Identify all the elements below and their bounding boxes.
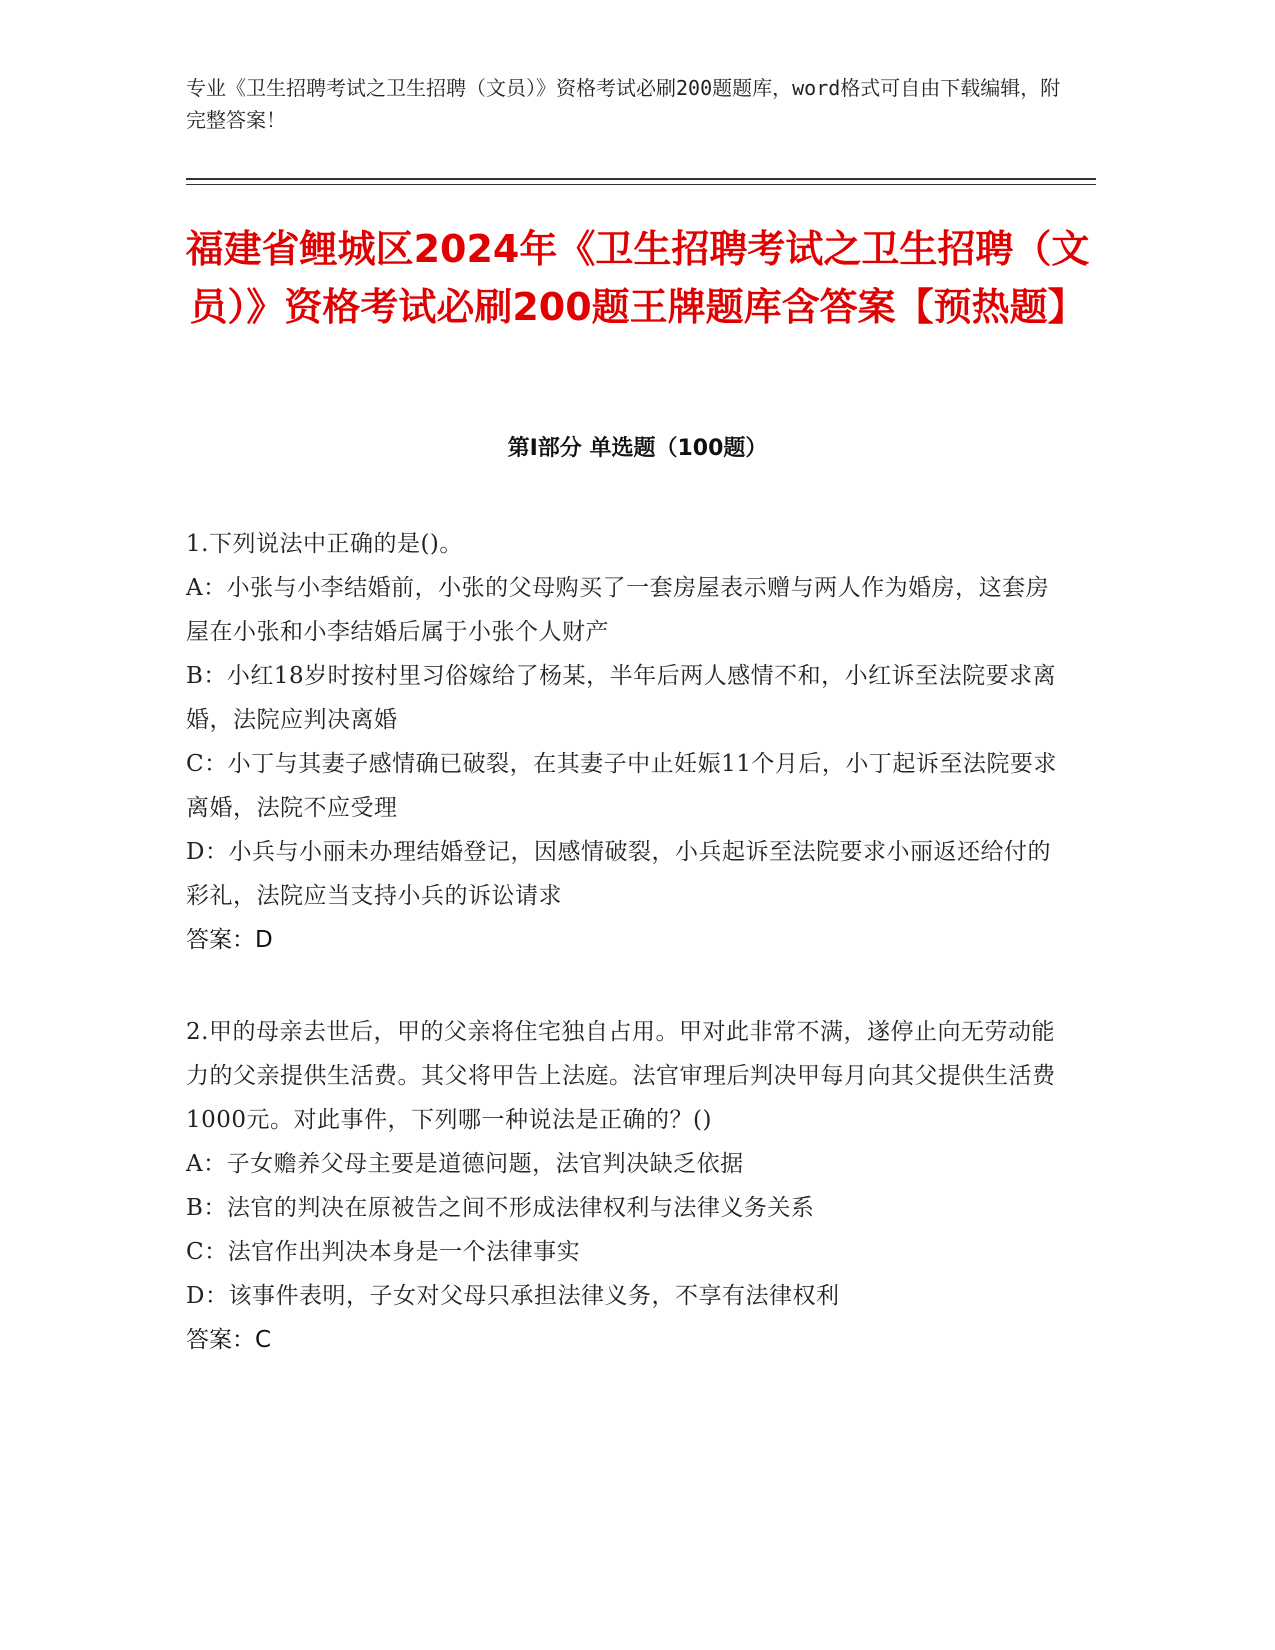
option-d: D：该事件表明，子女对父母只承担法律义务，不享有法律权利 [186, 1283, 840, 1309]
header-divider-thick [186, 178, 1096, 180]
question-2 [186, 1010, 1066, 1362]
option-b: B：小红18岁时按村里习俗嫁给了杨某，半年后两人感情不和，小红诉至法院要求离婚，法院应判决离婚 [186, 663, 1057, 733]
question-stem: 1.下列说法中正确的是()。 [186, 531, 463, 557]
section-heading: 第Ⅰ部分 单选题（100题） [507, 436, 768, 461]
document-title: 福建省鲤城区2024年《卫生招聘考试之卫生招聘（文员）》资格考试必刷200题王牌题库含答案【预热题】 [185, 227, 1090, 329]
option-c: C：小丁与其妻子感情确已破裂，在其妻子中止妊娠11个月后，小丁起诉至法院要求离婚，法院不应受理 [186, 751, 1057, 821]
answer-line: 答案：D [186, 927, 273, 953]
option-d: D：小兵与小丽未办理结婚登记，因感情破裂，小兵起诉至法院要求小丽返还给付的彩礼，法院应当支持小兵的诉讼请求 [186, 839, 1051, 909]
answer-line: 答案：C [186, 1327, 272, 1353]
option-b: B：法官的判决在原被告之间不形成法律权利与法律义务关系 [186, 1195, 815, 1221]
header-note: 专业《卫生招聘考试之卫生招聘（文员）》资格考试必刷200题题库，word格式可自由下载编辑，附完整答案！ [186, 76, 1061, 132]
option-a: A：小张与小李结婚前，小张的父母购买了一套房屋表示赠与两人作为婚房，这套房屋在小张和小李结婚后属于小张个人财产 [186, 575, 1050, 645]
question-list [186, 522, 1066, 1410]
option-c: C：法官作出判决本身是一个法律事实 [186, 1239, 581, 1265]
question-1 [186, 522, 1066, 962]
header-divider-thin [186, 184, 1096, 185]
option-a: A：子女赡养父母主要是道德问题，法官判决缺乏依据 [186, 1151, 744, 1177]
question-stem: 2.甲的母亲去世后，甲的父亲将住宅独自占用。甲对此非常不满，遂停止向无劳动能力的父亲提供生活费。其父将甲告上法庭。法官审理后判决甲每月向其父提供生活费1000元。对此事件，下列哪一种说法是正确的？() [186, 1019, 1056, 1133]
